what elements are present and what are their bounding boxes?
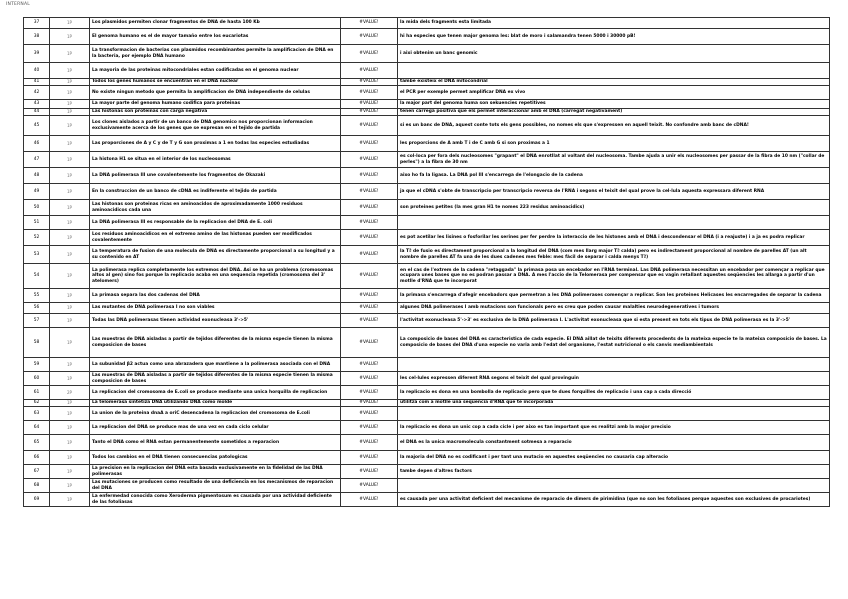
row-flag: 1P — [50, 184, 90, 200]
row-flag: 1P — [50, 116, 90, 136]
value-cell: #VALUE! — [341, 451, 398, 465]
row-flag: 1P — [50, 200, 90, 216]
value-cell: #VALUE! — [341, 358, 398, 372]
question-text: Los plasmidos permiten clonar fragmentos de DNA de hasta 100 Kb — [90, 18, 341, 29]
value-cell: #VALUE! — [341, 465, 398, 479]
row-number: 65 — [24, 435, 50, 451]
row-flag: 1P — [50, 289, 90, 303]
row-flag: 1P — [50, 479, 90, 493]
question-text: La enfermedad conocida como Xeroderma pigmentosum es causada por una actividad deficiente de las fotoliasas — [90, 493, 341, 507]
row-flag: 1P — [50, 303, 90, 314]
table-row — [24, 45, 830, 63]
table-row — [24, 200, 830, 216]
row-number: 69 — [24, 493, 50, 507]
row-number: 39 — [24, 45, 50, 63]
question-text: Los residuos aminoacidicos en el extremo amino de las histonas pueden ser modificados covalentemente — [90, 230, 341, 246]
answer-text — [398, 358, 830, 372]
question-text: Las proporciones de A y C y de T y G son proximas a 1 en todas las especies estudiadas — [90, 136, 341, 152]
row-flag: 1P — [50, 136, 90, 152]
row-number: 63 — [24, 407, 50, 421]
answer-text: La composicio de bases del DNA es caracteristica de cada especie. El DNA aillat de teixits diferents procedents de la mateixa especie te la mateixa composicio de bases. La composicio de bases del DNA d'una especie no varia amb l'edat del organisme, l'estat nutricional o els canvis mediambientals — [398, 328, 830, 358]
row-number: 38 — [24, 29, 50, 45]
row-flag: 1P — [50, 372, 90, 386]
question-text: La union de la proteina dnaA a oriC desencadena la replicacion del cromosoma de E.coli — [90, 407, 341, 421]
row-flag: 1P — [50, 246, 90, 264]
row-number: 58 — [24, 328, 50, 358]
value-cell: #VALUE! — [341, 314, 398, 328]
value-cell: #VALUE! — [341, 421, 398, 435]
table-row — [24, 63, 830, 79]
table-row — [24, 109, 830, 116]
row-flag: 1P — [50, 230, 90, 246]
question-text: Todos los cambios en el DNA tienen consecuencias patologicas — [90, 451, 341, 465]
table-row — [24, 246, 830, 264]
row-number: 64 — [24, 421, 50, 435]
row-flag: 1P — [50, 100, 90, 109]
value-cell: #VALUE! — [341, 18, 398, 29]
answer-text: aixo ho fa la ligasa. La DNA pol III s'encarrega de l'elongacio de la cadena — [398, 168, 830, 184]
row-number: 47 — [24, 152, 50, 168]
question-text: Las muestras de DNA aisladas a partir de tejidos diferentes de la misma especie tienen la misma composicion de bases — [90, 372, 341, 386]
value-cell: #VALUE! — [341, 372, 398, 386]
answer-text: la replicacio es dona en una bombolla de replicacio pero que te dues forquilles de replicacio i una cap a cada direcció — [398, 386, 830, 400]
answer-text: i aixi obtenim un banc genomic — [398, 45, 830, 63]
table-row — [24, 264, 830, 289]
question-text: Las histonas son proteinas con carga negativa — [90, 109, 341, 116]
table-row — [24, 152, 830, 168]
row-flag: 1P — [50, 216, 90, 230]
row-number: 51 — [24, 216, 50, 230]
row-number: 42 — [24, 86, 50, 100]
table-row — [24, 18, 830, 29]
question-text: Todos los genes humanos se encuentran en el DNA nuclear — [90, 79, 341, 86]
table-row — [24, 386, 830, 400]
row-flag: 1P — [50, 45, 90, 63]
table-row — [24, 314, 830, 328]
row-number: 53 — [24, 246, 50, 264]
row-flag: 1P — [50, 435, 90, 451]
row-flag: 1P — [50, 358, 90, 372]
answer-text: son proteines petites (la mes gran H1 te nomes 223 residus aminoacidics) — [398, 200, 830, 216]
answer-text — [398, 479, 830, 493]
value-cell: #VALUE! — [341, 386, 398, 400]
table-row — [24, 79, 830, 86]
row-flag: 1P — [50, 421, 90, 435]
answer-text: hi ha especies que tenen major genoma les: blat de moro i salamandra tenen 5000 i 30000 pB! — [398, 29, 830, 45]
value-cell: #VALUE! — [341, 328, 398, 358]
answer-text: es col-loca per fora dels nucleosomes "grapant" el DNA enrotllat al voltant del nucleosoma. Tambe ajuda a unir els nucleosomes per passar de la fibra de 10 nm ("collar de perles") a la fibra de 30 nm — [398, 152, 830, 168]
answer-text: el PCR per exemple permet amplificar DNA ex vivo — [398, 86, 830, 100]
value-cell: #VALUE! — [341, 79, 398, 86]
row-number: 62 — [24, 400, 50, 407]
row-number: 50 — [24, 200, 50, 216]
answer-text: utilitza com a motlle una sequencia d'RNA que te incorporada — [398, 400, 830, 407]
row-flag: 1P — [50, 493, 90, 507]
table-row — [24, 400, 830, 407]
answer-text: les cel-lules expressen diferent RNA segons el teixit del qual provinguin — [398, 372, 830, 386]
row-number: 48 — [24, 168, 50, 184]
question-text: La primasa separa las dos cadenas del DNA — [90, 289, 341, 303]
answer-text: la major part del genoma huma son sekuencies repetitives — [398, 100, 830, 109]
question-text: La replicacion del cromosoma de E.coli se produce mediante una unica horquilla de replicacion — [90, 386, 341, 400]
value-cell: #VALUE! — [341, 152, 398, 168]
table-row — [24, 230, 830, 246]
row-flag: 1P — [50, 79, 90, 86]
answer-text: les proporcions de A amb T i de C amb G si son proximas a 1 — [398, 136, 830, 152]
answer-text: la Tª de fusio es directament proporcional a la longitud del DNA (com mes llarg major Tª calda) pero es indirectament proporcional al nombre de parelles AT (un alt nombre de parelles AT fa una de les dues cadenes mes feble: mes fàcil de separar i calda menys Tª) — [398, 246, 830, 264]
table-row — [24, 358, 830, 372]
value-cell: #VALUE! — [341, 116, 398, 136]
row-flag: 1P — [50, 109, 90, 116]
row-flag: 1P — [50, 314, 90, 328]
question-text: La precision en la replicacion del DNA esta basada exclusivamente en la fidelidad de las DNA polimerasas — [90, 465, 341, 479]
row-flag: 1P — [50, 18, 90, 29]
value-cell: #VALUE! — [341, 479, 398, 493]
question-text: Las mutaciones se producen como resultado de una deficiencia en los mecanismos de reparacion del DNA — [90, 479, 341, 493]
table-row — [24, 451, 830, 465]
row-flag: 1P — [50, 63, 90, 79]
row-flag: 1P — [50, 407, 90, 421]
value-cell: #VALUE! — [341, 289, 398, 303]
question-text: El genoma humano es el de mayor tamaño entre los eucariotas — [90, 29, 341, 45]
value-cell: #VALUE! — [341, 45, 398, 63]
question-text: La subunidad β2 actua como una abrazadera que mantiene a la polimerasa asociada con el DNA — [90, 358, 341, 372]
table-row — [24, 328, 830, 358]
row-number: 57 — [24, 314, 50, 328]
value-cell: #VALUE! — [341, 184, 398, 200]
row-number: 45 — [24, 116, 50, 136]
row-number: 52 — [24, 230, 50, 246]
value-cell: #VALUE! — [341, 230, 398, 246]
value-cell: #VALUE! — [341, 407, 398, 421]
row-number: 55 — [24, 289, 50, 303]
table-row — [24, 289, 830, 303]
answer-text — [398, 63, 830, 79]
row-number: 66 — [24, 451, 50, 465]
row-flag: 1P — [50, 328, 90, 358]
table-row — [24, 479, 830, 493]
answer-text: tambe existeix el DNA mitocondrial — [398, 79, 830, 86]
row-number: 41 — [24, 79, 50, 86]
value-cell: #VALUE! — [341, 303, 398, 314]
value-cell: #VALUE! — [341, 109, 398, 116]
row-flag: 1P — [50, 152, 90, 168]
table-row — [24, 465, 830, 479]
table-row — [24, 184, 830, 200]
answer-text: es pot acetilar les lisines o fosforilar les serines per fer perdre la interaccio de les histones amb el DNA i descondensar el DNA (i a reajuste) i a ja es podra replicar — [398, 230, 830, 246]
question-text: La DNA polimerasa III une covalentemente los fragmentos de Okazaki — [90, 168, 341, 184]
table-row — [24, 372, 830, 386]
value-cell: #VALUE! — [341, 168, 398, 184]
question-text: No existe ningun metodo que permita la amplificacion de DNA independiente de celulas — [90, 86, 341, 100]
row-number: 46 — [24, 136, 50, 152]
questions-table — [23, 17, 830, 507]
answer-text: es causada per una activitat deficient del mecanisme de reparacio de dimers de pirimidina (que no son les fotoliases perque aquestes son exclusives de procariotes) — [398, 493, 830, 507]
row-number: 49 — [24, 184, 50, 200]
answer-text: si es un banc de DNA, aquest conte tots els gens possibles, no nomes els que s'expressen en aquell teixit. No confondre amb banc de cDNA! — [398, 116, 830, 136]
question-text: Las mutantes de DNA polimerasa I no son viables — [90, 303, 341, 314]
answer-text: la mida dels fragments esta limitada — [398, 18, 830, 29]
table-row — [24, 136, 830, 152]
row-flag: 1P — [50, 29, 90, 45]
row-flag: 1P — [50, 451, 90, 465]
question-text: La replicacion del DNA se produce mas de una vez en cada ciclo celular — [90, 421, 341, 435]
table-row — [24, 86, 830, 100]
row-flag: 1P — [50, 86, 90, 100]
table-row — [24, 435, 830, 451]
question-text: La mayoria de las proteinas mitocondriales estan codificadas en el genoma nuclear — [90, 63, 341, 79]
answer-text: la majoria del DNA no es codificant i per tant una mutacio en aquestes seqüencies no causaria cap alteracio — [398, 451, 830, 465]
row-number: 43 — [24, 100, 50, 109]
answer-text: el DNA es la unica macromolecula constantment sotmesa a reparacio — [398, 435, 830, 451]
table-row — [24, 168, 830, 184]
row-flag: 1P — [50, 400, 90, 407]
question-text: La histona H1 se situa en el interior de los nucleosomas — [90, 152, 341, 168]
row-number: 59 — [24, 358, 50, 372]
row-number: 40 — [24, 63, 50, 79]
answer-text: ja que el cDNA s'obte de transcripcio per transcripcio reversa de l'RNA i segons el teixit del qual prove la cel-lula aquesta expressara diferent RNA — [398, 184, 830, 200]
value-cell: #VALUE! — [341, 400, 398, 407]
table-row — [24, 216, 830, 230]
question-text: La DNA polimerasa III es responsable de la replicacion del DNA de E. coli — [90, 216, 341, 230]
value-cell: #VALUE! — [341, 435, 398, 451]
table-row — [24, 303, 830, 314]
table-row — [24, 29, 830, 45]
row-number: 67 — [24, 465, 50, 479]
table-row — [24, 100, 830, 109]
table-row — [24, 493, 830, 507]
row-number: 54 — [24, 264, 50, 289]
value-cell: #VALUE! — [341, 86, 398, 100]
question-text: La polimerasa replica completamente los extremos del DNA. Asi se ha un problema (cromosomas altos al gen) sino fos porque la replicacio acaba en una sequencia repetida (cromosoma del 3' atelomers) — [90, 264, 341, 289]
internal-label: INTERNAL — [6, 2, 30, 7]
row-flag: 2P — [50, 386, 90, 400]
row-number: 60 — [24, 372, 50, 386]
value-cell: #VALUE! — [341, 29, 398, 45]
question-text: La mayor parte del genoma humano codifica para proteinas — [90, 100, 341, 109]
question-text: Todas las DNA polimerasas tienen actividad exonucleasa 3'->5' — [90, 314, 341, 328]
value-cell: #VALUE! — [341, 246, 398, 264]
answer-text: en el cas de l'extrem de la cadena "retaggada" la primasa posa un encebador en l'RNA terminal. Las DNA polimerasa necessitan un encebador per començar a replicar que ocupara unes bases que no es podran passar a DNA. A mes l'accio de la Telomerasa per compensar que es vagin retallant aquestes seqüencies les allarga a partir d'un motlle d'RNA que te incorporat — [398, 264, 830, 289]
value-cell: #VALUE! — [341, 200, 398, 216]
row-number: 68 — [24, 479, 50, 493]
table-row — [24, 421, 830, 435]
value-cell: #VALUE! — [341, 216, 398, 230]
row-number: 61 — [24, 386, 50, 400]
table-row — [24, 407, 830, 421]
question-text: Las histonas son proteinas ricas en aminoacidos de aproximadamente 1000 residuos aminoacidicos cada una — [90, 200, 341, 216]
row-number: 56 — [24, 303, 50, 314]
value-cell: #VALUE! — [341, 493, 398, 507]
answer-text — [398, 216, 830, 230]
row-flag: 1P — [50, 264, 90, 289]
value-cell: #VALUE! — [341, 264, 398, 289]
answer-text: algunes DNA polimerases I amb mutacions son funcionals pero es creu que poden causar malalties neurodegeneratives i tumors — [398, 303, 830, 314]
row-flag: 1P — [50, 168, 90, 184]
question-text: En la construccion de un banco de cDNA es indiferente el tejido de partida — [90, 184, 341, 200]
answer-text — [398, 407, 830, 421]
answer-text: la replicacio es dona un unic cop a cada cicle i per aixo es tan important que es realitzi amb la major precisio — [398, 421, 830, 435]
row-flag: 1P — [50, 465, 90, 479]
question-text: Las muestras de DNA aisladas a partir de tejidos diferentes de la misma especie tienen la misma composicion de bases — [90, 328, 341, 358]
value-cell: #VALUE! — [341, 63, 398, 79]
question-text: La telomerasa sintetiza DNA utilizando DNA como molde — [90, 400, 341, 407]
answer-text: la primasa s'encarrega d'afegir encebadors que permetran a les DNA polimerases començar a replicar. Son les proteines Helicases les encarregades de separar la cadena — [398, 289, 830, 303]
answer-text: tambe depen d'altres factors — [398, 465, 830, 479]
value-cell: #VALUE! — [341, 100, 398, 109]
row-number: 37 — [24, 18, 50, 29]
value-cell: #VALUE! — [341, 136, 398, 152]
question-text: Tanto el DNA como el RNA estan permanentemente sometidos a reparacion — [90, 435, 341, 451]
question-text: Los clones aislados a partir de un banco de DNA genomico nos proporcionan informacion exclusivamente acerca de los genes que se expresan en el tejido de partida — [90, 116, 341, 136]
answer-text: tenen carrega positiva que els permet interaccionar amb el DNA (carregat negativament) — [398, 109, 830, 116]
row-number: 44 — [24, 109, 50, 116]
answer-text: l'activitat exonucleasa 5'->3' es exclusiva de la DNA polimerasa I. L'activitat exonucleasa que si esta present en tots els tipus de DNA polimerasa es la 3'->5' — [398, 314, 830, 328]
question-text: La transformacion de bacterias con plasmidos recombinantes permite la amplificacion de DNA en la bacteria, por ejemplo DNA humano — [90, 45, 341, 63]
table-row — [24, 116, 830, 136]
question-text: La temperatura de fusion de una molecula de DNA es directamente proporcional a su longitud y a su contenido en AT — [90, 246, 341, 264]
